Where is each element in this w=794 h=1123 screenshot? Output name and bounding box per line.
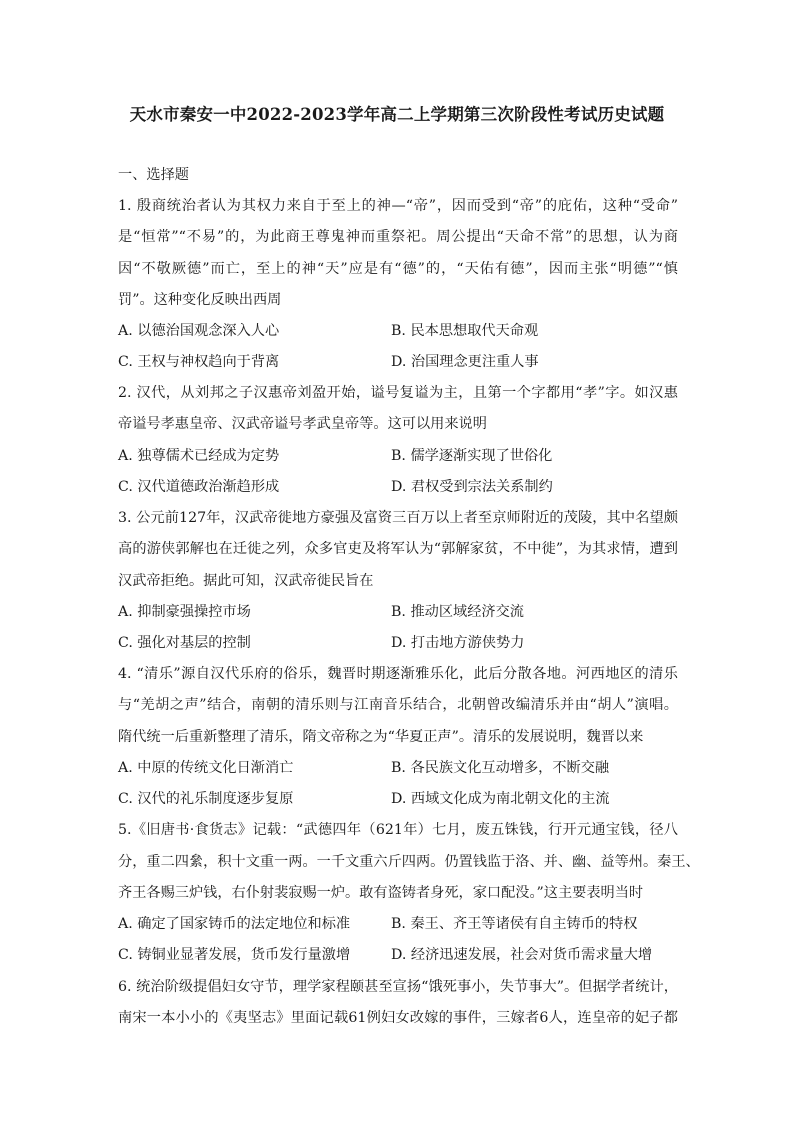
question-text-line: 6. 统治阶级提倡妇女守节，理学家程颐甚至宣扬“饿死事小，失节事大”。但据学者统计， — [118, 979, 678, 995]
question-text-line: 罚”。这种变化反映出西周 — [118, 292, 282, 308]
question-text-line: 2. 汉代，从刘邦之子汉惠帝刘盈开始，谥号复谥为主，且第一个字都用“孝”字。如汉惠 — [118, 385, 678, 401]
section-heading: 一、选择题 — [118, 167, 189, 183]
question-text-line: 高的游侠郭解也在迁徙之列，众多官吏及将军认为“郭解家贫，不中徙”，为其求情，遭到 — [118, 541, 678, 557]
option-c: C. 铸铜业显著发展，货币发行量激增 — [118, 947, 351, 963]
option-b: B. 儒学逐渐实现了世俗化 — [391, 448, 553, 464]
option-c: C. 强化对基层的控制 — [118, 635, 251, 651]
option-d: D. 治国理念更注重人事 — [391, 354, 539, 370]
option-b: B. 推动区域经济交流 — [391, 604, 524, 620]
question-text-line: 齐王各赐三炉钱，右仆射裴寂赐一炉。敢有盗铸者身死，家口配没。”这主要表明当时 — [118, 885, 644, 901]
question-text-line: 隋代统一后重新整理了清乐，隋文帝称之为“华夏正声”。清乐的发展说明，魏晋以来 — [118, 729, 644, 745]
option-c: C. 王权与神权趋向于背离 — [118, 354, 280, 370]
option-d: D. 西域文化成为南北朝文化的主流 — [391, 791, 610, 807]
question-text-line: 4. “清乐”源自汉代乐府的俗乐，魏晋时期逐渐雅乐化，此后分散各地。河西地区的清乐 — [118, 666, 678, 682]
question-text-line: 帝谥号孝惠皇帝、汉武帝谥号孝武皇帝等。这可以用来说明 — [118, 416, 487, 432]
option-a: A. 抑制豪强操控市场 — [118, 604, 251, 620]
question-text-line: 汉武帝拒绝。据此可知，汉武帝徙民旨在 — [118, 573, 374, 589]
exam-title: 天水市秦安一中2022-2023学年高二上学期第三次阶段性考试历史试题 — [129, 105, 665, 124]
question-text-line: 3. 公元前127年，汉武帝徙地方豪强及富资三百万以上者至京师附近的茂陵，其中名望颇 — [118, 510, 678, 526]
option-d: D. 打击地方游侠势力 — [391, 635, 525, 651]
option-b: B. 各民族文化互动增多，不断交融 — [391, 760, 610, 776]
option-a: A. 独尊儒术已经成为定势 — [118, 448, 280, 464]
question-text-line: 南宋一本小小的《夷坚志》里面记载61例妇女改嫁的事件，三嫁者6人，连皇帝的妃子都 — [118, 1010, 678, 1026]
question-text-line: 是“恒常”“不易”的，为此商王尊鬼神而重祭祀。周公提出“天命不常”的思想，认为商 — [118, 229, 678, 245]
question-text-line: 因“不敬厥德”而亡，至上的神“天”应是有“德”的，“天佑有德”，因而主张“明德”“慎 — [118, 261, 678, 277]
option-a: A. 中原的传统文化日渐消亡 — [118, 760, 294, 776]
option-b: B. 民本思想取代天命观 — [391, 323, 539, 339]
option-b: B. 秦王、齐王等诸侯有自主铸币的特权 — [391, 916, 638, 932]
option-a: A. 确定了国家铸币的法定地位和标准 — [118, 916, 351, 932]
option-d: D. 君权受到宗法关系制约 — [391, 479, 553, 495]
question-text-line: 1. 殷商统治者认为其权力来自于至上的神—“帝”，因而受到“帝”的庇佑，这种“受命” — [118, 198, 678, 214]
question-text-line: 分，重二四絫，积十文重一两。一千文重六斤四两。仍置钱监于洛、并、幽、益等州。秦王、 — [118, 854, 700, 870]
option-a: A. 以德治国观念深入人心 — [118, 323, 280, 339]
option-c: C. 汉代道德政治渐趋形成 — [118, 479, 280, 495]
question-text-line: 5.《旧唐书·食货志》记载：“武德四年（621年）七月，废五铢钱，行开元通宝钱，径八 — [118, 822, 678, 838]
option-c: C. 汉代的礼乐制度逐步复原 — [118, 791, 294, 807]
question-text-line: 与“羌胡之声”结合，南朝的清乐则与江南音乐结合，北朝曾改编清乐并由“胡人”演唱。 — [118, 697, 678, 713]
option-d: D. 经济迅速发展，社会对货币需求量大增 — [391, 947, 653, 963]
